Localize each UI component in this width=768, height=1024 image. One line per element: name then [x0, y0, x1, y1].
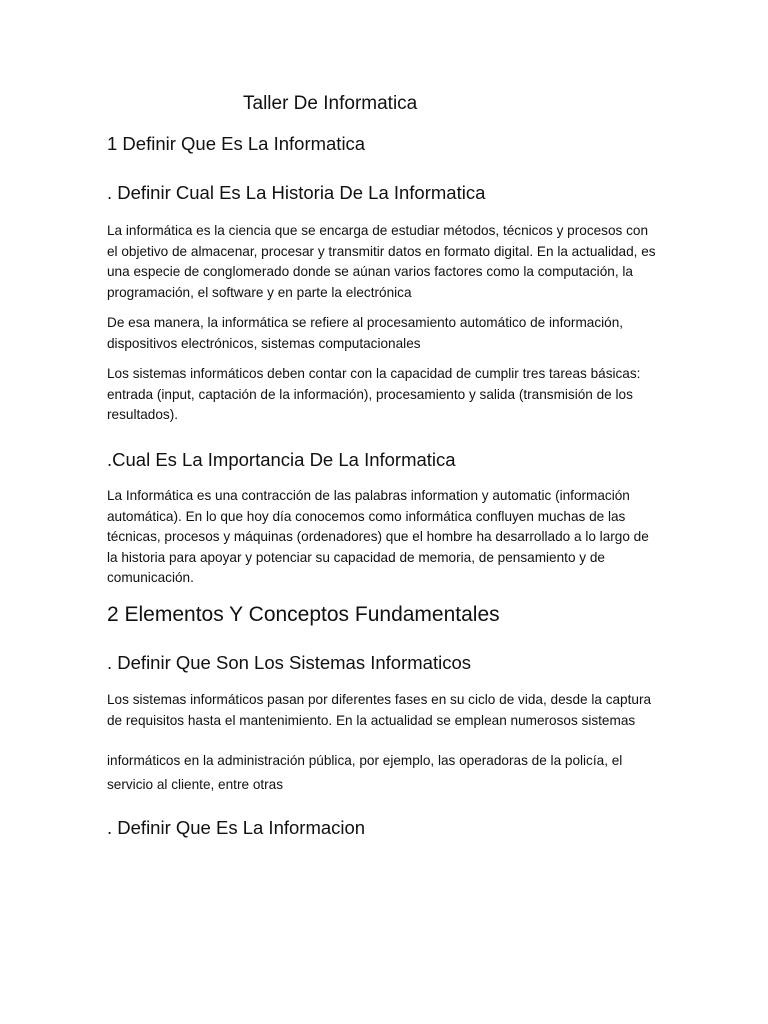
- heading-importancia: .Cual Es La Importancia De La Informatica: [107, 449, 456, 470]
- heading-sistemas-informaticos: . Definir Que Son Los Sistemas Informaticos: [107, 652, 471, 673]
- document-title: Taller De Informatica: [243, 93, 418, 114]
- paragraph-sistemas-ejemplos: informáticos en la administración pública, por ejemplo, las operadoras de la policía, el servicio al cliente, entre otras: [107, 753, 623, 792]
- heading-historia-informatica: . Definir Cual Es La Historia De La Informatica: [107, 182, 486, 203]
- heading-informacion: . Definir Que Es La Informacion: [107, 817, 366, 838]
- paragraph-tareas-basicas: Los sistemas informáticos deben contar con la capacidad de cumplir tres tareas básicas: entrada (input, captación de la información), procesamiento y salida (transmisión de los resultados).: [107, 366, 641, 423]
- paragraph-definicion: La informática es la ciencia que se encarga de estudiar métodos, técnicos y procesos con el objetivo de almacenar, procesar y transmitir datos en formato digital. En la actualidad, es una especie de conglomerado donde se aúnan varios factores como la computación, la programación, el software y en parte la electrónica: [107, 223, 656, 300]
- paragraph-procesamiento: De esa manera, la informática se refiere al procesamiento automático de información, dispositivos electrónicos, sistemas computacionales: [107, 315, 624, 351]
- heading-elementos-conceptos: 2 Elementos Y Conceptos Fundamentales: [107, 603, 500, 626]
- heading-definir-informatica: 1 Definir Que Es La Informatica: [107, 133, 366, 154]
- paragraph-sistemas-ciclo: Los sistemas informáticos pasan por diferentes fases en su ciclo de vida, desde la captura de requisitos hasta el mantenimiento. En la actualidad se emplean numerosos sistemas: [107, 692, 652, 728]
- paragraph-importancia: La Informática es una contracción de las palabras information y automatic (información automática). En lo que hoy día conocemos como informática confluyen muchas de las técnicas, procesos y máquinas (ordenadores) que el hombre ha desarrollado a lo largo de la historia para apoyar y potenciar su capacidad de memoria, de pensamiento y de comunicación.: [107, 488, 649, 586]
